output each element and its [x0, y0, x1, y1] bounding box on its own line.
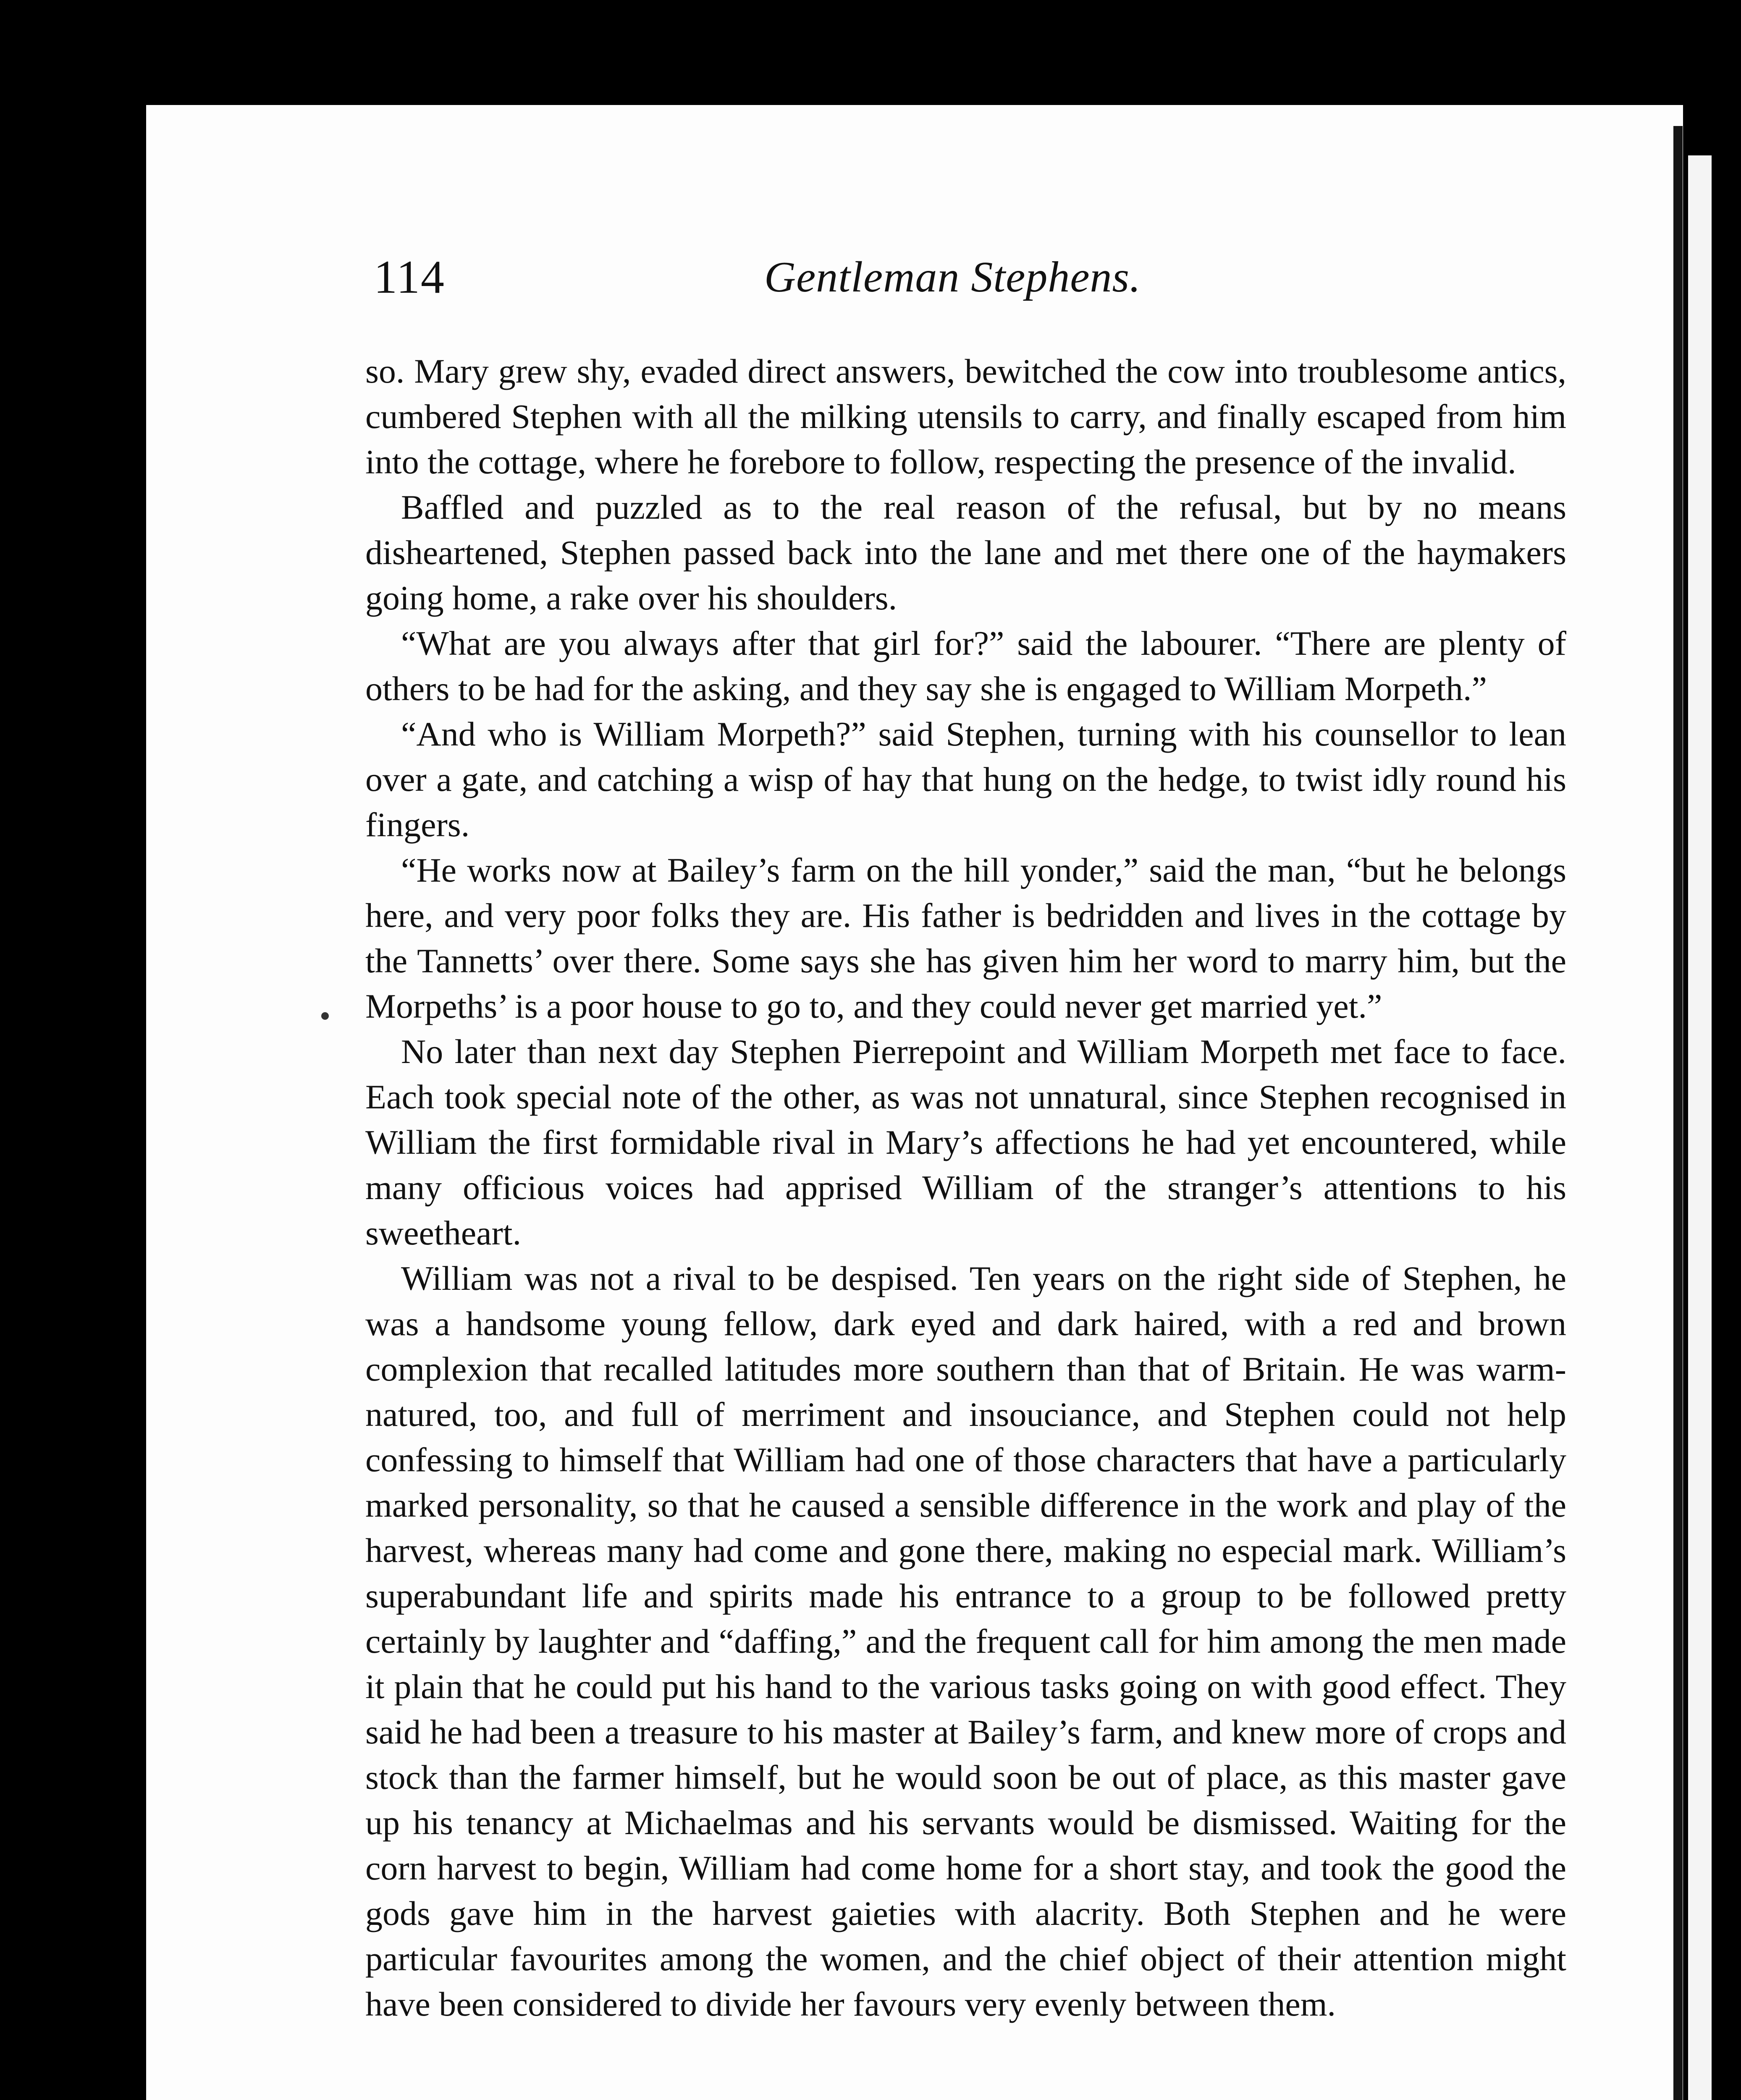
paragraph: No later than next day Stephen Pierrepoint and William Morpeth met face to face. Each took special note of the other, as was not unnatural, since Stephen recognised in William the first formidable rival in Mary’s affections he had yet encountered, while many officious voices had apprised William of the stranger’s attentions to his sweetheart.	[365, 1032, 1566, 1252]
paragraph: Baffled and puzzled as to the real reason of the refusal, but by no means disheartened, Stephen passed back into the lane and met there one of the haymakers going home, a rake over his shoulders.	[365, 488, 1566, 617]
paragraph: so. Mary grew shy, evaded direct answers, bewitched the cow into troublesome antics, cumbered Stephen with all the milking utensils to carry, and finally escaped from him into the cottage, where he forebore to follow, respecting the presence of the invalid.	[365, 352, 1566, 481]
body-text	[365, 349, 1566, 2027]
next-page-edge	[1688, 155, 1712, 2100]
paragraph: “He works now at Bailey’s farm on the hill yonder,” said the man, “but he belongs here, and very poor folks they are. His father is bedridden and lives in the cottage by the Tannetts’ over there. Some says she has given him her word to marry him, but the Morpeths’ is a poor house to go to, and they could never get married yet.”	[365, 851, 1566, 1025]
paper-speck	[321, 1012, 329, 1020]
page-gutter-shadow	[1673, 126, 1683, 2100]
page-number: 114	[374, 251, 445, 303]
paragraph: “What are you always after that girl for?” said the labourer. “There are plenty of others to be had for the asking, and they say she is engaged to William Morpeth.”	[365, 624, 1566, 708]
paragraph: William was not a rival to be despised. Ten years on the right side of Stephen, he was a handsome young fellow, dark eyed and dark haired, with a red and brown complexion that recalled latitudes more southern than that of Britain. He was warm-natured, too, and full of merriment and insouciance, and Stephen could not help confessing to himself that William had one of those characters that have a particularly marked personality, so that he caused a sensible difference in the work and play of the harvest, whereas many had come and gone there, making no especial mark. William’s superabundant life and spirits made his entrance to a group to be followed pretty certainly by laughter and “daffing,” and the frequent call for him among the men made it plain that he could put his hand to the various tasks going on with good effect. They said he had been a treasure to his master at Bailey’s farm, and knew more of crops and stock than the farmer himself, but he would soon be out of place, as this master gave up his tenancy at Michaelmas and his servants would be dismissed. Waiting for the corn harvest to begin, William had come home for a short stay, and took the good the gods gave him in the harvest gaieties with alacrity. Both Stephen and he were particular favourites among the women, and the chief object of their attention might have been considered to divide her favours very evenly between them.	[365, 1259, 1566, 2023]
paragraph: “And who is William Morpeth?” said Stephen, turning with his counsellor to lean over a gate, and catching a wisp of hay that hung on the hedge, to twist idly round his fingers.	[365, 715, 1566, 844]
page-header	[374, 248, 1566, 307]
running-title: Gentleman Stephens.	[764, 253, 1141, 301]
